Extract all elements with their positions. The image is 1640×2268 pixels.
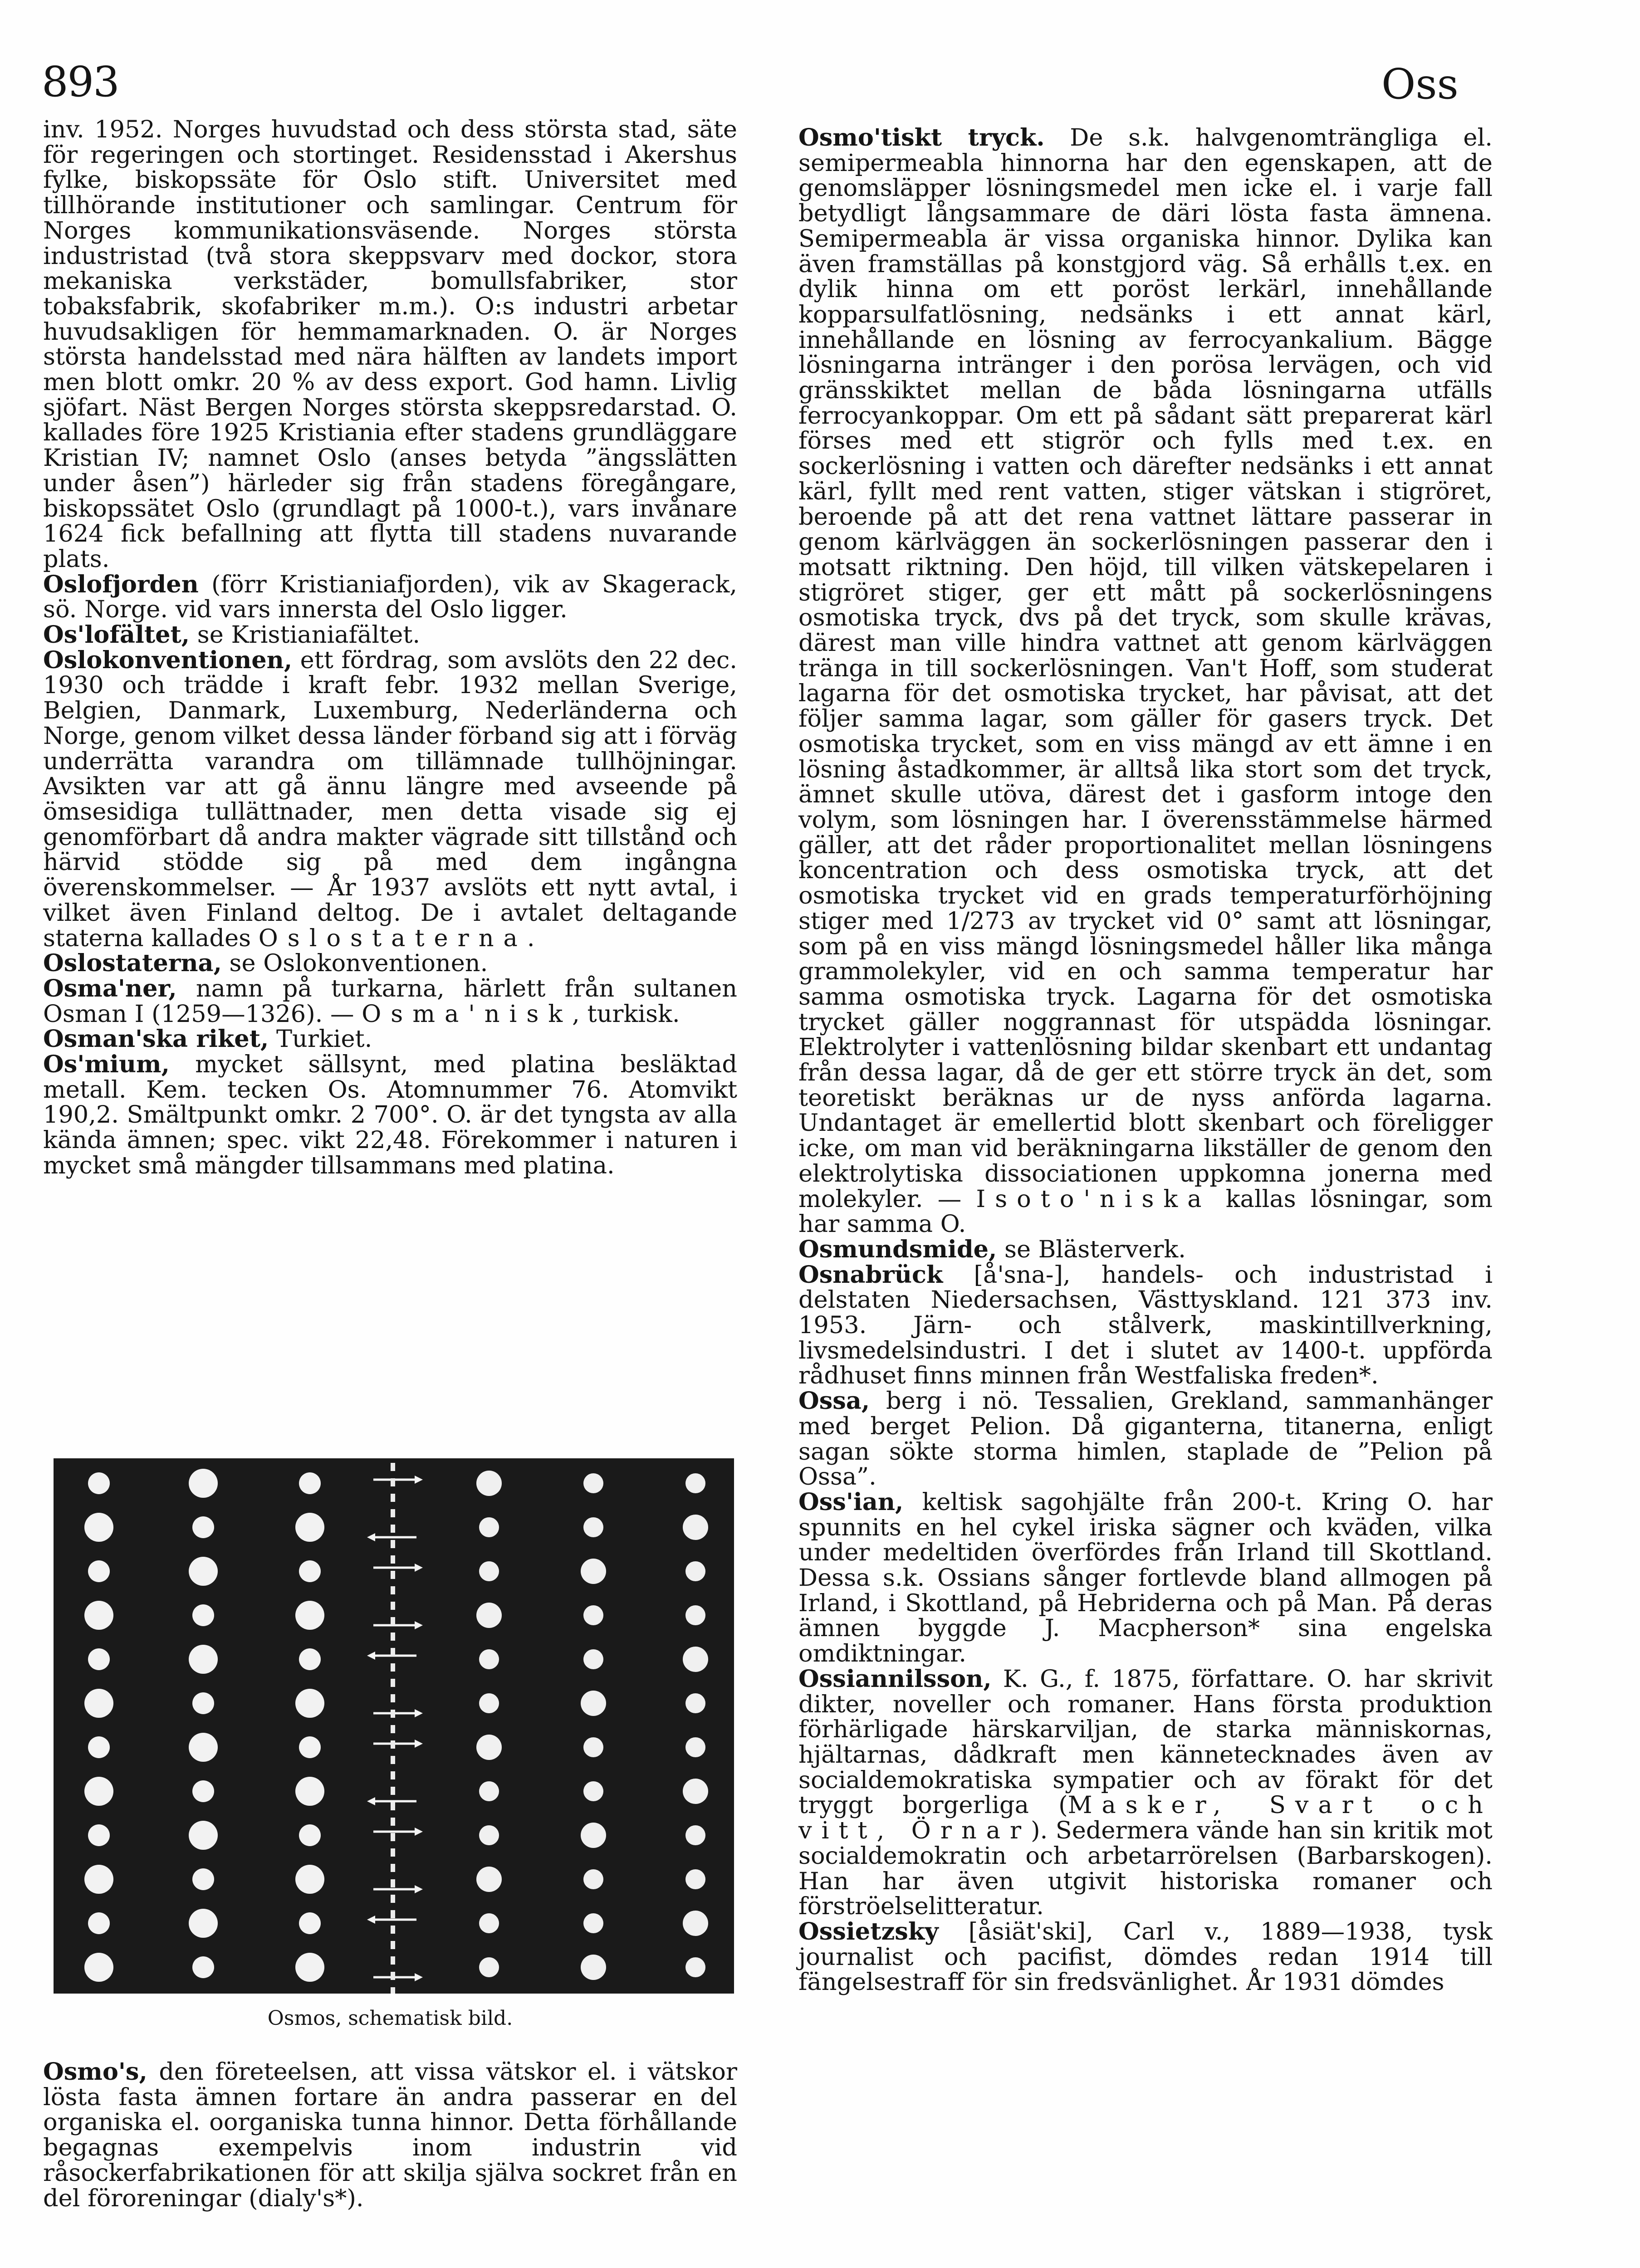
solvent-molecule [683,1647,708,1672]
solvent-molecule [583,1737,603,1757]
left-column [43,117,737,1178]
arrow-head [367,1652,375,1660]
solvent-molecule [685,1693,705,1713]
entry-term: Osnabrück [798,1261,943,1289]
solute-molecule [189,1469,218,1498]
solute-molecule [295,1953,324,1982]
entry-term: Oslokonventionen, [43,646,293,674]
membrane-segment [391,1756,395,1764]
figure-caption: Osmos, schematisk bild. [267,2007,513,2030]
arrow-head [367,1797,375,1805]
solute-molecule [189,1645,218,1674]
membrane-segment [391,1802,395,1810]
entry-term: Osmundsmide, [798,1235,997,1263]
solvent-molecule [479,1957,499,1977]
membrane-segment [391,1987,395,1994]
osmosis-diagram [54,1458,734,1994]
solute-molecule [88,1560,110,1582]
membrane-segment [391,1972,395,1980]
solvent-molecule [581,1823,606,1848]
entry-term: Osma'ner, [43,974,177,1002]
membrane-segment [391,1663,395,1672]
entry-term: Osmo'tiskt tryck. [798,124,1045,152]
membrane-segment [391,1648,395,1656]
entry-ossiannilsson: Ossiannilsson, K. G., f. 1875, författare. O. har skrivit dikter, noveller och romaner. Hans första produktion förhärligade härskarviljan, de starka människornas, hjältarnas, dådkraft men kännetecknades även av socialdemokratiska sympatier och av förakt för det tryggt borgerliga (Masker, Svart och vitt, Örnar). Sedermera vände han sin kritik mot socialdemokratin och arbetarrörelsen (Barbarskogen). Han har även utgivit historiska romaner och förströelselitteratur. [798,1665,1493,1921]
spaced-term: Isoto'niska [976,1185,1211,1213]
membrane-segment [391,1818,395,1826]
membrane-segment [391,1602,395,1610]
arrow-head [367,1533,375,1541]
membrane-segment [391,1740,395,1749]
arrow-head [415,1828,423,1836]
solvent-molecule [479,1649,499,1669]
entry-oslofjorden: Oslofjorden (förr Kristianiafjorden), vik av Skagerack, sö. Norge. vid vars innersta del Oslo ligger. [43,570,737,624]
solvent-molecule [476,1603,502,1628]
entry-osnabruck: Osnabrück [å'sna-], handels- och industristad i delstaten Niedersachsen, Västtyskland. 121 373 inv. 1953. Järn- och stålverk, maskintillverkning, livsmedelsindustri. I det i slutet av 1400-t. uppförda rådhuset finns minnen från Westfaliska freden*. [798,1261,1493,1390]
solute-molecule [299,1824,321,1846]
spaced-term: Oslostaterna [258,924,527,952]
solute-molecule [84,1953,113,1982]
solute-molecule [295,1513,324,1542]
solute-molecule [192,1604,214,1626]
solute-molecule [84,1601,113,1630]
solvent-molecule [479,1825,499,1845]
solvent-molecule [683,1779,708,1804]
entry-osmaner: Osma'ner, namn på turkarna, härlett från sultanen Osman I (1259—1326). — Osma'nisk, turkisk. [43,974,737,1028]
membrane-segment [391,1525,395,1533]
solvent-molecule [583,1649,603,1669]
solute-molecule [295,1601,324,1630]
solvent-molecule [685,1957,705,1977]
solvent-molecule [479,1517,499,1537]
membrane-segment [391,1571,395,1579]
solute-molecule [192,1516,214,1538]
membrane-segment [391,1725,395,1733]
solute-molecule [189,1557,218,1586]
entry-term: Os'mium, [43,1051,170,1079]
entry-term: Ossa, [798,1387,870,1415]
solvent-molecule [583,1781,603,1801]
entry-term: Os'lofältet, [43,621,190,649]
entry-osmium: Os'mium, mycket sällsynt, med platina besläktad metall. Kem. tecken Os. Atomnummer 76. Atomvikt 190,2. Smältpunkt omkr. 2 700°. O. är det tyngsta av alla kända ämnen; spec. vikt 22,48. Förekommer i naturen i mycket små mängder tillsammans med platina. [43,1051,737,1179]
solvent-molecule [685,1473,705,1493]
arrow-head [367,1916,375,1924]
solvent-molecule [583,1605,603,1625]
arrow-head [415,1621,423,1629]
membrane-segment [391,1926,395,1934]
solvent-molecule [583,1517,603,1537]
membrane-segment [391,1494,395,1502]
solute-molecule [295,1865,324,1894]
solute-molecule [295,1777,324,1806]
solute-molecule [88,1472,110,1494]
solvent-molecule [685,1737,705,1757]
solute-molecule [88,1736,110,1758]
membrane-segment [391,1833,395,1841]
solvent-molecule [476,1735,502,1760]
membrane-segment [391,1555,395,1564]
entry-oslokonventionen: Oslokonventionen, ett fördrag, som avslöts den 22 dec. 1930 och trädde i kraft febr. 1932 mellan Sverige, Belgien, Danmark, Luxemburg, Nederländerna och Norge, genom vilket dessa länder förband sig att i förväg underrätta varandra om tillämnade tullhöjningar. Avsikten var att gå ännu längre med avseende på ömsesidiga tullättnader, men detta visade sig ej genomförbart då andra makter vägrade sitt tillstånd och härvid stödde sig på med dem ingångna överenskommelser. — År 1937 avslöts ett nytt avtal, i vilket även Finland deltog. De i avtalet deltagande staterna kallades Oslostaterna. [43,646,737,952]
solvent-molecule [581,1559,606,1584]
arrow-head [415,1973,423,1981]
solvent-molecule [583,1869,603,1889]
membrane-segment [391,1941,395,1949]
membrane-segment [391,1864,395,1872]
solute-molecule [84,1689,113,1718]
membrane-segment [391,1848,395,1857]
solute-molecule [88,1648,110,1670]
page-number: 893 [42,58,119,106]
entry-osmos: Osmo's, den företeelsen, att vissa vätskor el. i vätskor lösta fasta ämnen fortare än andra passerar en del organiska el. oorganiska tunna hinnor. Detta förhållande begagnas exempelvis inom industrin vid råsockerfabrikationen för att skilja själva sockret från en del föroreningar (dialy's*). [43,2058,737,2212]
solvent-molecule [683,1515,708,1540]
membrane-segment [391,1478,395,1486]
arrow-head [415,1740,423,1748]
solute-molecule [299,1736,321,1758]
arrow-head [415,1476,423,1484]
solvent-molecule [476,1867,502,1892]
membrane-segment [391,1463,395,1471]
entry-osmotiskt-tryck: Osmo'tiskt tryck. De s.k. halvgenomträngliga el. semipermeabla hinnorna har den egenskapen, att de genomsläpper lösningsmedel men icke el. i varje fall betydligt långsammare de däri lösta fasta ämnena. Semipermeabla är vissa organiska hinnor. Dylika kan även framställas på konstgjord väg. Så erhålls t.ex. en dylik hinna om ett poröst lerkärl, innehållande kopparsulfatlösning, nedsänks i ett annat kärl, innehållande en lösning av ferrocyankalium. Bägge lösningarna intränger i den porösa lervägen, och vid gränsskiktet mellan de båda lösningarna utfälls ferrocyankoppar. Om ett på sådant sätt preparerat kärl förses med ett stigrör och fylls med t.ex. en sockerlösning i vatten och därefter nedsänks i ett annat kärl, fyllt med rent vatten, stiger vätskan i stigröret, beroende på att det rena vattnet lättare passerar in genom kärlväggen än sockerlösningen passerar den i motsatt riktning. Den höjd, till vilken vätskepelaren i stigröret stiger, ger ett mått på sockerlösningens osmotiska tryck, dvs på det tryck, som skulle krävas, därest man ville hindra vattnet att genom kärlväggen tränga in till sockerlösningen. Van't Hoff, som studerat lagarna för det osmotiska trycket, har påvisat, att det följer samma lagar, som gäller för gasers tryck. Det osmotiska trycket, som en viss mängd av ett ämne i en lösning åstadkommer, är alltså lika stort som det tryck, ämnet skulle utöva, därest det i gasform intoge den volym, som lösningen har. I överensstämmelse härmed gäller, att det råder proportionalitet mellan lösningens koncentration och dess osmotiska tryck, att det osmotiska trycket vid en grads temperaturförhöjning stiger med 1/273 av trycket vid 0° samt att lösningar, som på en viss mängd lösningsmedel håller lika många grammolekyler, vid en och samma temperatur har samma osmotiska tryck. Lagarna för det osmotiska trycket gäller noggrannast för utspädda lösningar. Elektrolyter i vattenlösning bildar skenbart ett undantag från dessa lagar, då de ger ett större tryck än det, som teoretiskt beräknas ur de nyss anförda lagarna. Undantaget är emellertid blott skenbart och föreligger icke, om man vid beräkningarna likställer de genom den elektrolytiska dissociationen uppkomna jonerna med molekyler. — Isoto'niska kallas lösningar, som har samma O. [798,124,1493,1238]
solute-molecule [84,1777,113,1806]
solvent-molecule [685,1869,705,1889]
spaced-term: Osma'nisk [362,1000,573,1028]
solvent-molecule [476,1471,502,1496]
membrane-segment [391,1617,395,1625]
solvent-molecule [583,1473,603,1493]
solvent-molecule [581,1691,606,1716]
solvent-molecule [683,1911,708,1936]
entry-oslo-continued: inv. 1952. Norges huvudstad och dess största stad, säte för regeringen och stortinget. Residensstad i Akershus fylke, biskopssäte för Oslo stift. Universitet med tillhörande institutioner och samlingar. Centrum för Norges kommunikationsväsende. Norges största industristad (två stora skeppsvarv med dockor, stora mekaniska verkstäder, bomullsfabriker, stor tobaksfabrik, skofabriker m.m.). O:s industri arbetar huvudsakligen för hemmamarknaden. O. är Norges största handelsstad med nära hälften av landets import men blott omkr. 20 % av dess export. God hamn. Livlig sjöfart. Näst Bergen Norges största skeppsredarstad. O. kallades före 1925 Kristiania efter stadens grundläggare Kristian IV; namnet Oslo (anses betyda ”ängsslätten under åsen”) härleder sig från stadens föregångare, biskopssätet Oslo (grundlagt på 1000-t.), vars invånare 1624 fick befallning att flytta till stadens nuvarande plats. [43,116,737,573]
arrow-head [415,1564,423,1572]
entry-term: Oslofjorden [43,570,199,598]
membrane-segment [391,1586,395,1594]
solvent-molecule [479,1913,499,1933]
solvent-molecule [479,1561,499,1581]
solvent-molecule [583,1913,603,1933]
membrane-segment [391,1910,395,1918]
membrane-segment [391,1771,395,1779]
solute-molecule [189,1821,218,1850]
solute-molecule [189,1733,218,1762]
right-column [798,125,1493,1995]
spaced-term: Masker, Svart och vitt, Örnar [798,1791,1493,1845]
entry-oslofaltet: Os'lofältet, se Kristianiafältet. [43,621,421,649]
solute-molecule [189,1909,218,1938]
solute-molecule [88,1824,110,1846]
solute-molecule [295,1689,324,1718]
solute-molecule [88,1912,110,1934]
membrane-segment [391,1540,395,1548]
entry-oslostaterna: Oslostaterna, se Oslokonventionen. [43,949,488,978]
membrane-segment [391,1509,395,1517]
entry-term: Oss'ian, [798,1488,904,1516]
arrow-head [415,1709,423,1717]
entry-term: Ossiannilsson, [798,1665,992,1693]
solute-molecule [84,1865,113,1894]
entry-ossa: Ossa, berg i nö. Tessalien, Grekland, sammanhänger med berget Pelion. Då giganterna, titanerna, enligt sagan sökte storma himlen, staplade de ”Pelion på Ossa”. [798,1387,1493,1491]
membrane-segment [391,1787,395,1795]
membrane-segment [391,1895,395,1903]
membrane-segment [391,1694,395,1702]
entry-term: Ossietzsky [798,1917,939,1945]
solvent-molecule [685,1561,705,1581]
membrane-segment [391,1710,395,1718]
entry-term: Oslostaterna, [43,949,222,978]
solvent-molecule [685,1825,705,1845]
running-headword: Oss [1381,60,1459,108]
membrane-segment [391,1679,395,1687]
membrane-segment [391,1633,395,1641]
arrow-head [415,1885,423,1893]
entry-osmundsmide: Osmundsmide, se Blästerverk. [798,1235,1186,1263]
solute-molecule [299,1472,321,1494]
entry-ossian: Oss'ian, keltisk sagohjälte från 200-t. Kring O. har spunnits en hel cykel iriska sägner och kväden, vilka under medeltiden överfördes från Irland till Skottland. Dessa s.k. Ossians sånger fortlevde bland allmogen på Irland, i Skottland, på Hebriderna och på Man. På deras ämnen byggde J. Macpherson* sina engelska omdiktningar. [798,1488,1493,1668]
solvent-molecule [479,1693,499,1713]
solute-molecule [192,1868,214,1890]
entry-term: Osman'ska riket, [43,1025,269,1053]
membrane-segment [391,1956,395,1965]
solvent-molecule [581,1955,606,1980]
osmosis-figure [54,1458,734,1994]
solute-molecule [192,1780,214,1802]
entry-osmanska-riket: Osman'ska riket, Turkiet. [43,1025,372,1053]
left-column-bottom [43,2059,737,2211]
solvent-molecule [479,1781,499,1801]
entry-term: Osmo's, [43,2058,147,2086]
solvent-molecule [685,1605,705,1625]
membrane-segment [391,1879,395,1887]
entry-ossietzsky: Ossietzsky [åsiät'ski], Carl v., 1889—1938, tysk journalist och pacifist, dömdes redan 1914 till fängelsestraff för sin fredsvänlighet. År 1931 dömdes [798,1917,1493,1996]
solute-molecule [192,1956,214,1978]
solute-molecule [299,1648,321,1670]
solute-molecule [299,1560,321,1582]
solute-molecule [299,1912,321,1934]
solute-molecule [192,1692,214,1714]
solute-molecule [84,1513,113,1542]
